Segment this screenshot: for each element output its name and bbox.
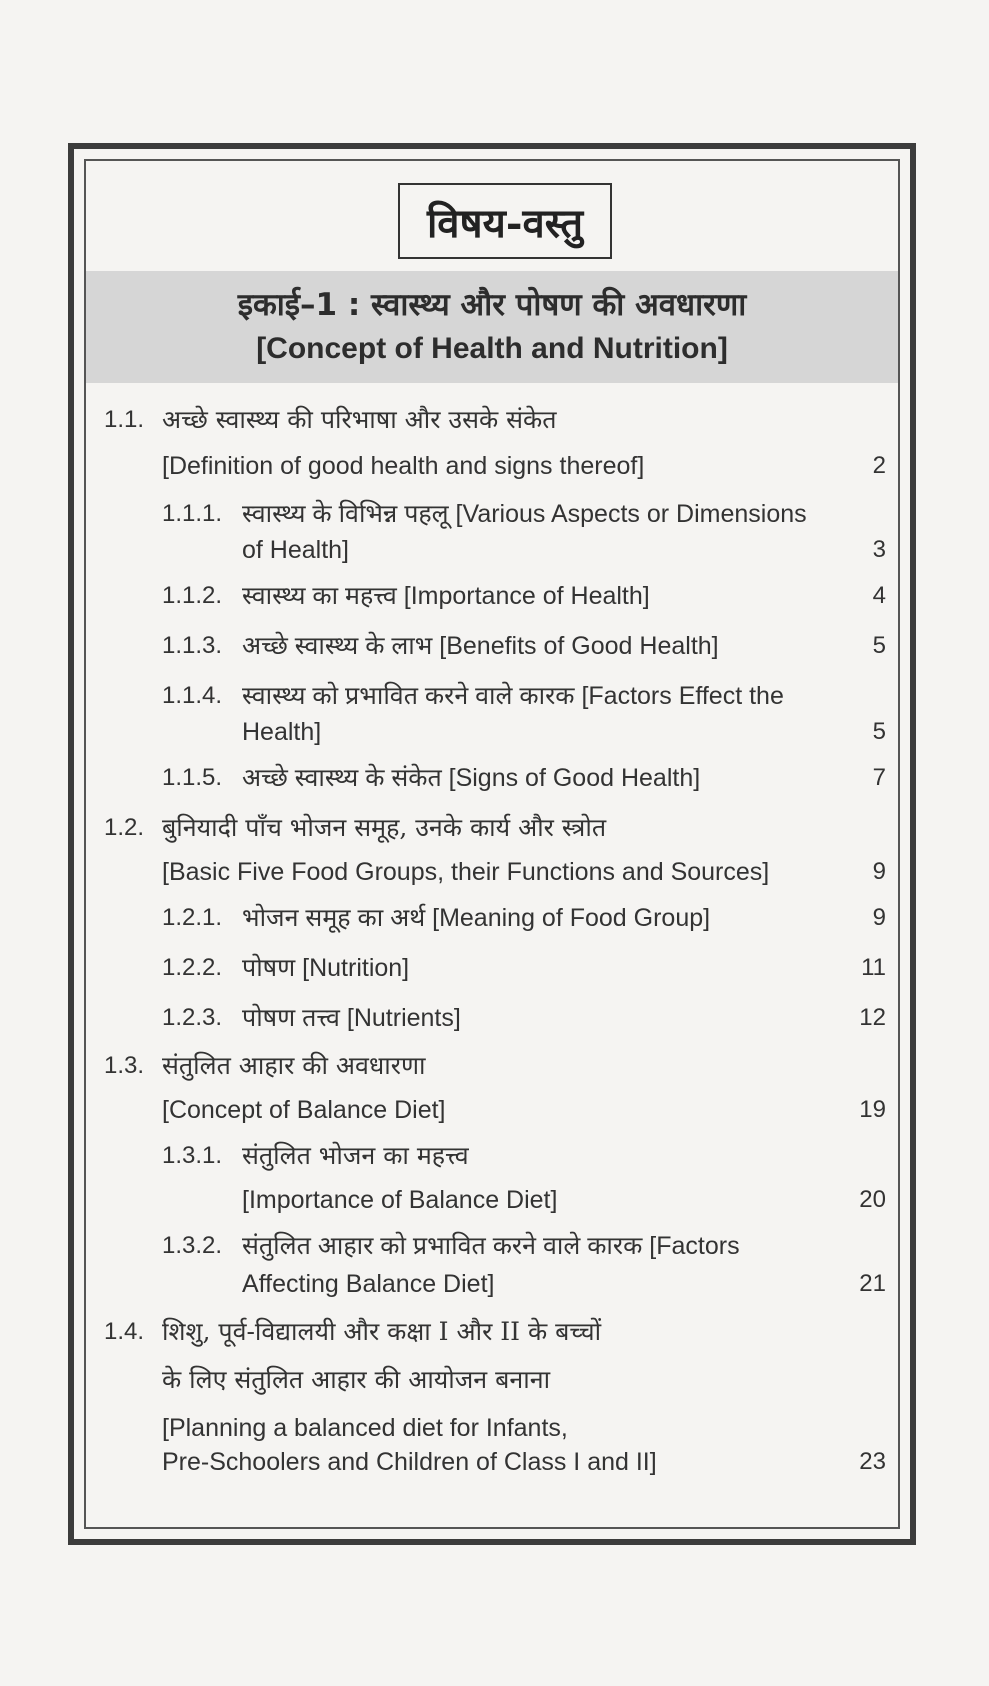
entry-title: भोजन समूह का अर्थ [Meaning of Food Group]	[242, 904, 711, 932]
unit-header	[86, 271, 898, 383]
entry-page: 9	[872, 904, 886, 931]
entry-number: 1.2.	[104, 814, 145, 841]
entry-page: 3	[872, 536, 886, 563]
entry-number: 1.3.2.	[162, 1232, 223, 1259]
entry-number: 1.3.	[104, 1052, 145, 1079]
entry-page: 7	[872, 764, 886, 791]
contents-inner-frame	[84, 159, 900, 1529]
entry-number: 1.3.1.	[162, 1142, 223, 1169]
entry-page: 9	[872, 858, 886, 885]
entry-number: 1.1.1.	[162, 500, 223, 527]
entry-page: 21	[859, 1270, 886, 1297]
entry-page: 4	[872, 582, 886, 609]
entry-title: स्वास्थ्य को प्रभावित करने वाले कारक [Factors Effect the	[242, 682, 784, 710]
entry-title-english: [Concept of Balance Diet]	[162, 1096, 446, 1124]
entry-title-cont: Affecting Balance Diet]	[242, 1270, 495, 1298]
entry-title: पोषण [Nutrition]	[242, 954, 410, 982]
entry-number: 1.1.	[104, 406, 145, 433]
contents-frame	[68, 143, 916, 1545]
entry-title: संतुलित आहार को प्रभावित करने वाले कारक [Factors	[242, 1232, 740, 1260]
entry-title-english-cont: Pre-Schoolers and Children of Class I and II]	[162, 1448, 657, 1476]
unit-title-hindi: इकाई–1 : स्वास्थ्य और पोषण की अवधारणा	[237, 287, 747, 323]
entry-title-english: [Basic Five Food Groups, their Functions and Sources]	[162, 858, 770, 886]
entry-page: 12	[859, 1004, 886, 1031]
entry-page: 23	[859, 1448, 886, 1475]
entry-title: पोषण तत्त्व [Nutrients]	[242, 1004, 461, 1032]
entry-number: 1.1.3.	[162, 632, 223, 659]
entry-number: 1.1.5.	[162, 764, 223, 791]
entry-title: स्वास्थ्य का महत्त्व [Importance of Health]	[242, 582, 650, 610]
entry-title-english: [Planning a balanced diet for Infants,	[162, 1414, 568, 1442]
page-title: विषय-वस्तु	[398, 183, 612, 259]
entry-page: 5	[872, 632, 886, 659]
entry-page: 2	[872, 452, 886, 479]
entry-number: 1.1.4.	[162, 682, 223, 709]
entry-title-english: [Definition of good health and signs thereof]	[162, 452, 645, 480]
entry-title-hindi: अच्छे स्वास्थ्य की परिभाषा और उसके संकेत	[162, 405, 557, 434]
entry-number: 1.2.3.	[162, 1004, 223, 1031]
entry-title-hindi: संतुलित भोजन का महत्त्व	[242, 1141, 469, 1170]
entry-number: 1.2.2.	[162, 954, 223, 981]
entry-page: 20	[859, 1186, 886, 1213]
entry-title-hindi: शिशु, पूर्व-विद्यालयी और कक्षा I और II के बच्चों	[162, 1317, 602, 1346]
unit-title-english: [Concept of Health and Nutrition]	[256, 332, 728, 365]
entry-title: स्वास्थ्य के विभिन्न पहलू [Various Aspects or Dimensions	[242, 500, 807, 528]
entry-title-hindi-cont: के लिए संतुलित आहार की आयोजन बनाना	[162, 1365, 551, 1394]
entry-page: 5	[872, 718, 886, 745]
entry-title-hindi: संतुलित आहार की अवधारणा	[162, 1051, 426, 1080]
entry-page: 11	[861, 954, 886, 981]
entry-number: 1.4.	[104, 1318, 145, 1345]
entry-title-hindi: बुनियादी पाँच भोजन समूह, उनके कार्य और स्त्रोत	[162, 813, 607, 842]
entry-number: 1.2.1.	[162, 904, 223, 931]
entry-number: 1.1.2.	[162, 582, 223, 609]
entry-title-cont: Health]	[242, 718, 322, 746]
entry-title-cont: of Health]	[242, 536, 350, 564]
entry-title-english: [Importance of Balance Diet]	[242, 1186, 558, 1214]
entry-page: 19	[859, 1096, 886, 1123]
entry-title: अच्छे स्वास्थ्य के संकेत [Signs of Good Health]	[242, 764, 701, 792]
entry-title: अच्छे स्वास्थ्य के लाभ [Benefits of Good Health]	[242, 632, 719, 660]
